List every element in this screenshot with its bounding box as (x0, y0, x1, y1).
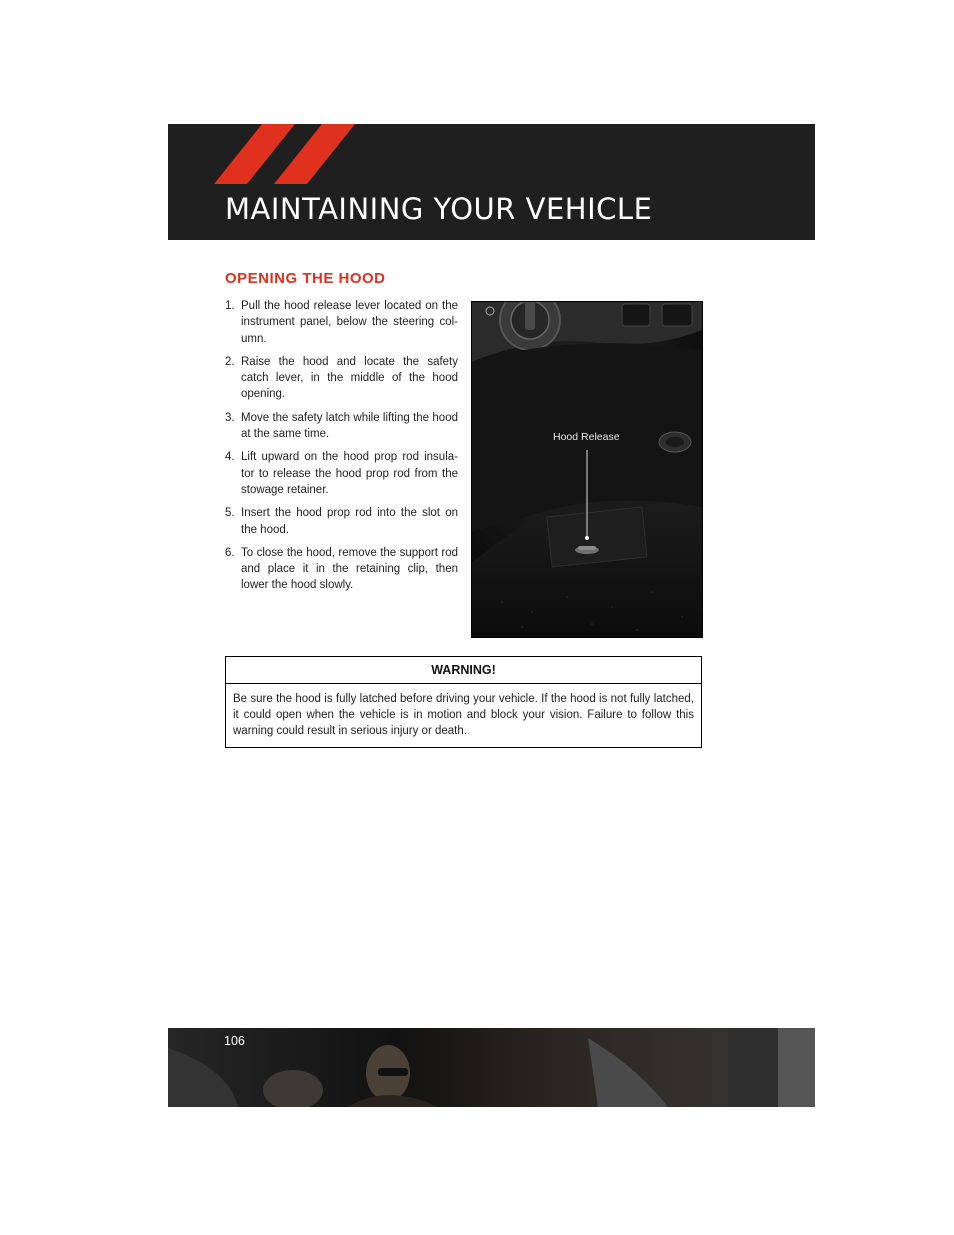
steps-list (225, 298, 458, 601)
list-item: 2. Raise the hood and locate the safety catch lever, in the middle of the hood opening. (225, 355, 458, 401)
chapter-title: MAINTAINING YOUR VEHICLE (225, 192, 653, 226)
list-item: 4. Lift upward on the hood prop rod insula- tor to release the hood prop rod from the stowage retainer. (225, 451, 458, 496)
page-footer (168, 1028, 815, 1107)
footer-photo-strip (168, 1028, 815, 1107)
hood-release-callout: Hood Release (553, 431, 620, 443)
warning-text: Be sure the hood is fully latched before driving your vehicle. If the hood is not fully latched, it could open when the vehicle is in motion and block your vision. Failure to follow this warning could result in serious injury or death. (233, 693, 694, 737)
warning-box (225, 656, 702, 748)
list-item: 1. Pull the hood release lever located on the instrument panel, below the steering col- umn. (225, 300, 458, 345)
list-item: 3. Move the safety latch while lifting the hood at the same time. (225, 411, 458, 441)
brand-stripes-logo (168, 124, 368, 186)
list-item: 6. To close the hood, remove the support rod and place it in the retaining clip, then lower the hood slowly. (225, 546, 458, 592)
warning-title: WARNING! (226, 657, 701, 684)
page-number: 106 (224, 1034, 245, 1048)
hood-release-photo (471, 301, 703, 638)
list-item: 5. Insert the hood prop rod into the slot on the hood. (225, 507, 458, 536)
section-title: OPENING THE HOOD (225, 270, 386, 287)
chapter-header (168, 124, 815, 240)
